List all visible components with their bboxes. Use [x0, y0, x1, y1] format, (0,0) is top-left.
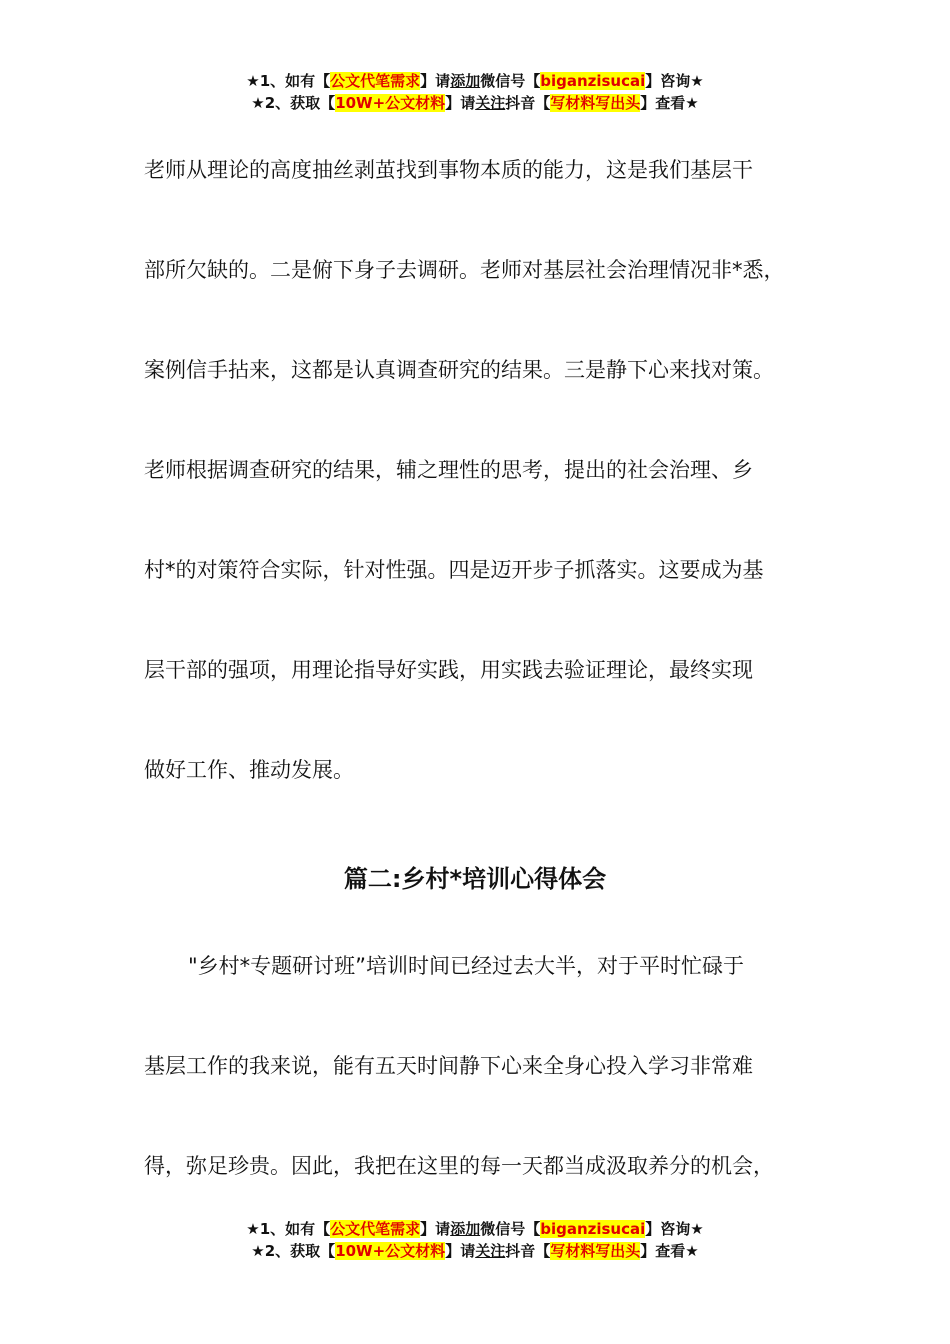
- paragraph-line: 层干部的强项，用理论指导好实践，用实践去验证理论，最终实现: [144, 658, 753, 682]
- banner-text: 】请: [445, 94, 476, 112]
- paragraph-line: 得，弥足珍贵。因此，我把在这里的每一天都当成汲取养分的机会，: [144, 1154, 774, 1178]
- body-section-1: [144, 120, 834, 820]
- banner-text: ★2、获取【: [251, 94, 336, 112]
- banner-text: 】查看★: [640, 1242, 699, 1260]
- header-banner: [0, 70, 950, 114]
- banner-text: 抖音【: [505, 94, 551, 112]
- banner-line-1: [0, 1218, 950, 1240]
- paragraph-line: 老师从理论的高度抽丝剥茧找到事物本质的能力，这是我们基层干: [144, 158, 753, 182]
- banner-highlight: 公文代笔需求: [330, 1220, 421, 1238]
- banner-douyin-id: 写材料写出头: [550, 94, 641, 112]
- banner-underline: 关注: [475, 94, 506, 112]
- banner-text: 】咨询★: [645, 1220, 704, 1238]
- paragraph-line: 部所欠缺的。二是俯下身子去调研。老师对基层社会治理情况非*悉，: [144, 258, 785, 282]
- banner-text: ★1、如有【: [246, 1220, 331, 1238]
- banner-wechat-id: biganzisucai: [540, 1220, 646, 1238]
- banner-text: 】查看★: [640, 94, 699, 112]
- paragraph-line: 案例信手拈来，这都是认真调查研究的结果。三是静下心来找对策。: [144, 358, 774, 382]
- paragraph-line: "乡村*专题研讨班”培训时间已经过去大半，对于平时忙碌于: [188, 954, 745, 978]
- banner-line-1: [0, 70, 950, 92]
- banner-underline: 添加: [450, 1220, 481, 1238]
- banner-text: 微信号【: [480, 72, 541, 90]
- body-section-2: [144, 916, 834, 1216]
- banner-wechat-id: biganzisucai: [540, 72, 646, 90]
- banner-douyin-id: 写材料写出头: [550, 1242, 641, 1260]
- paragraph-line: 老师根据调查研究的结果，辅之理性的思考，提出的社会治理、乡: [144, 458, 753, 482]
- paragraph-line: 基层工作的我来说，能有五天时间静下心来全身心投入学习非常难: [144, 1054, 753, 1078]
- paragraph-line: 做好工作、推动发展。: [144, 758, 354, 782]
- banner-underline: 添加: [450, 72, 481, 90]
- banner-text: ★2、获取【: [251, 1242, 336, 1260]
- banner-highlight: 10W+公文材料: [335, 94, 446, 112]
- banner-highlight: 10W+公文材料: [335, 1242, 446, 1260]
- banner-text: 】咨询★: [645, 72, 704, 90]
- paragraph-line: 村*的对策符合实际，针对性强。四是迈开步子抓落实。这要成为基: [144, 558, 764, 582]
- footer-banner: [0, 1218, 950, 1262]
- banner-underline: 关注: [475, 1242, 506, 1260]
- banner-text: ★1、如有【: [246, 72, 331, 90]
- banner-text: 】请: [420, 1220, 451, 1238]
- section-title: 篇二:乡村*培训心得体会: [343, 865, 607, 893]
- banner-line-2: [0, 1240, 950, 1262]
- banner-text: 微信号【: [480, 1220, 541, 1238]
- banner-highlight: 公文代笔需求: [330, 72, 421, 90]
- banner-text: 抖音【: [505, 1242, 551, 1260]
- banner-text: 】请: [445, 1242, 476, 1260]
- banner-text: 】请: [420, 72, 451, 90]
- banner-line-2: [0, 92, 950, 114]
